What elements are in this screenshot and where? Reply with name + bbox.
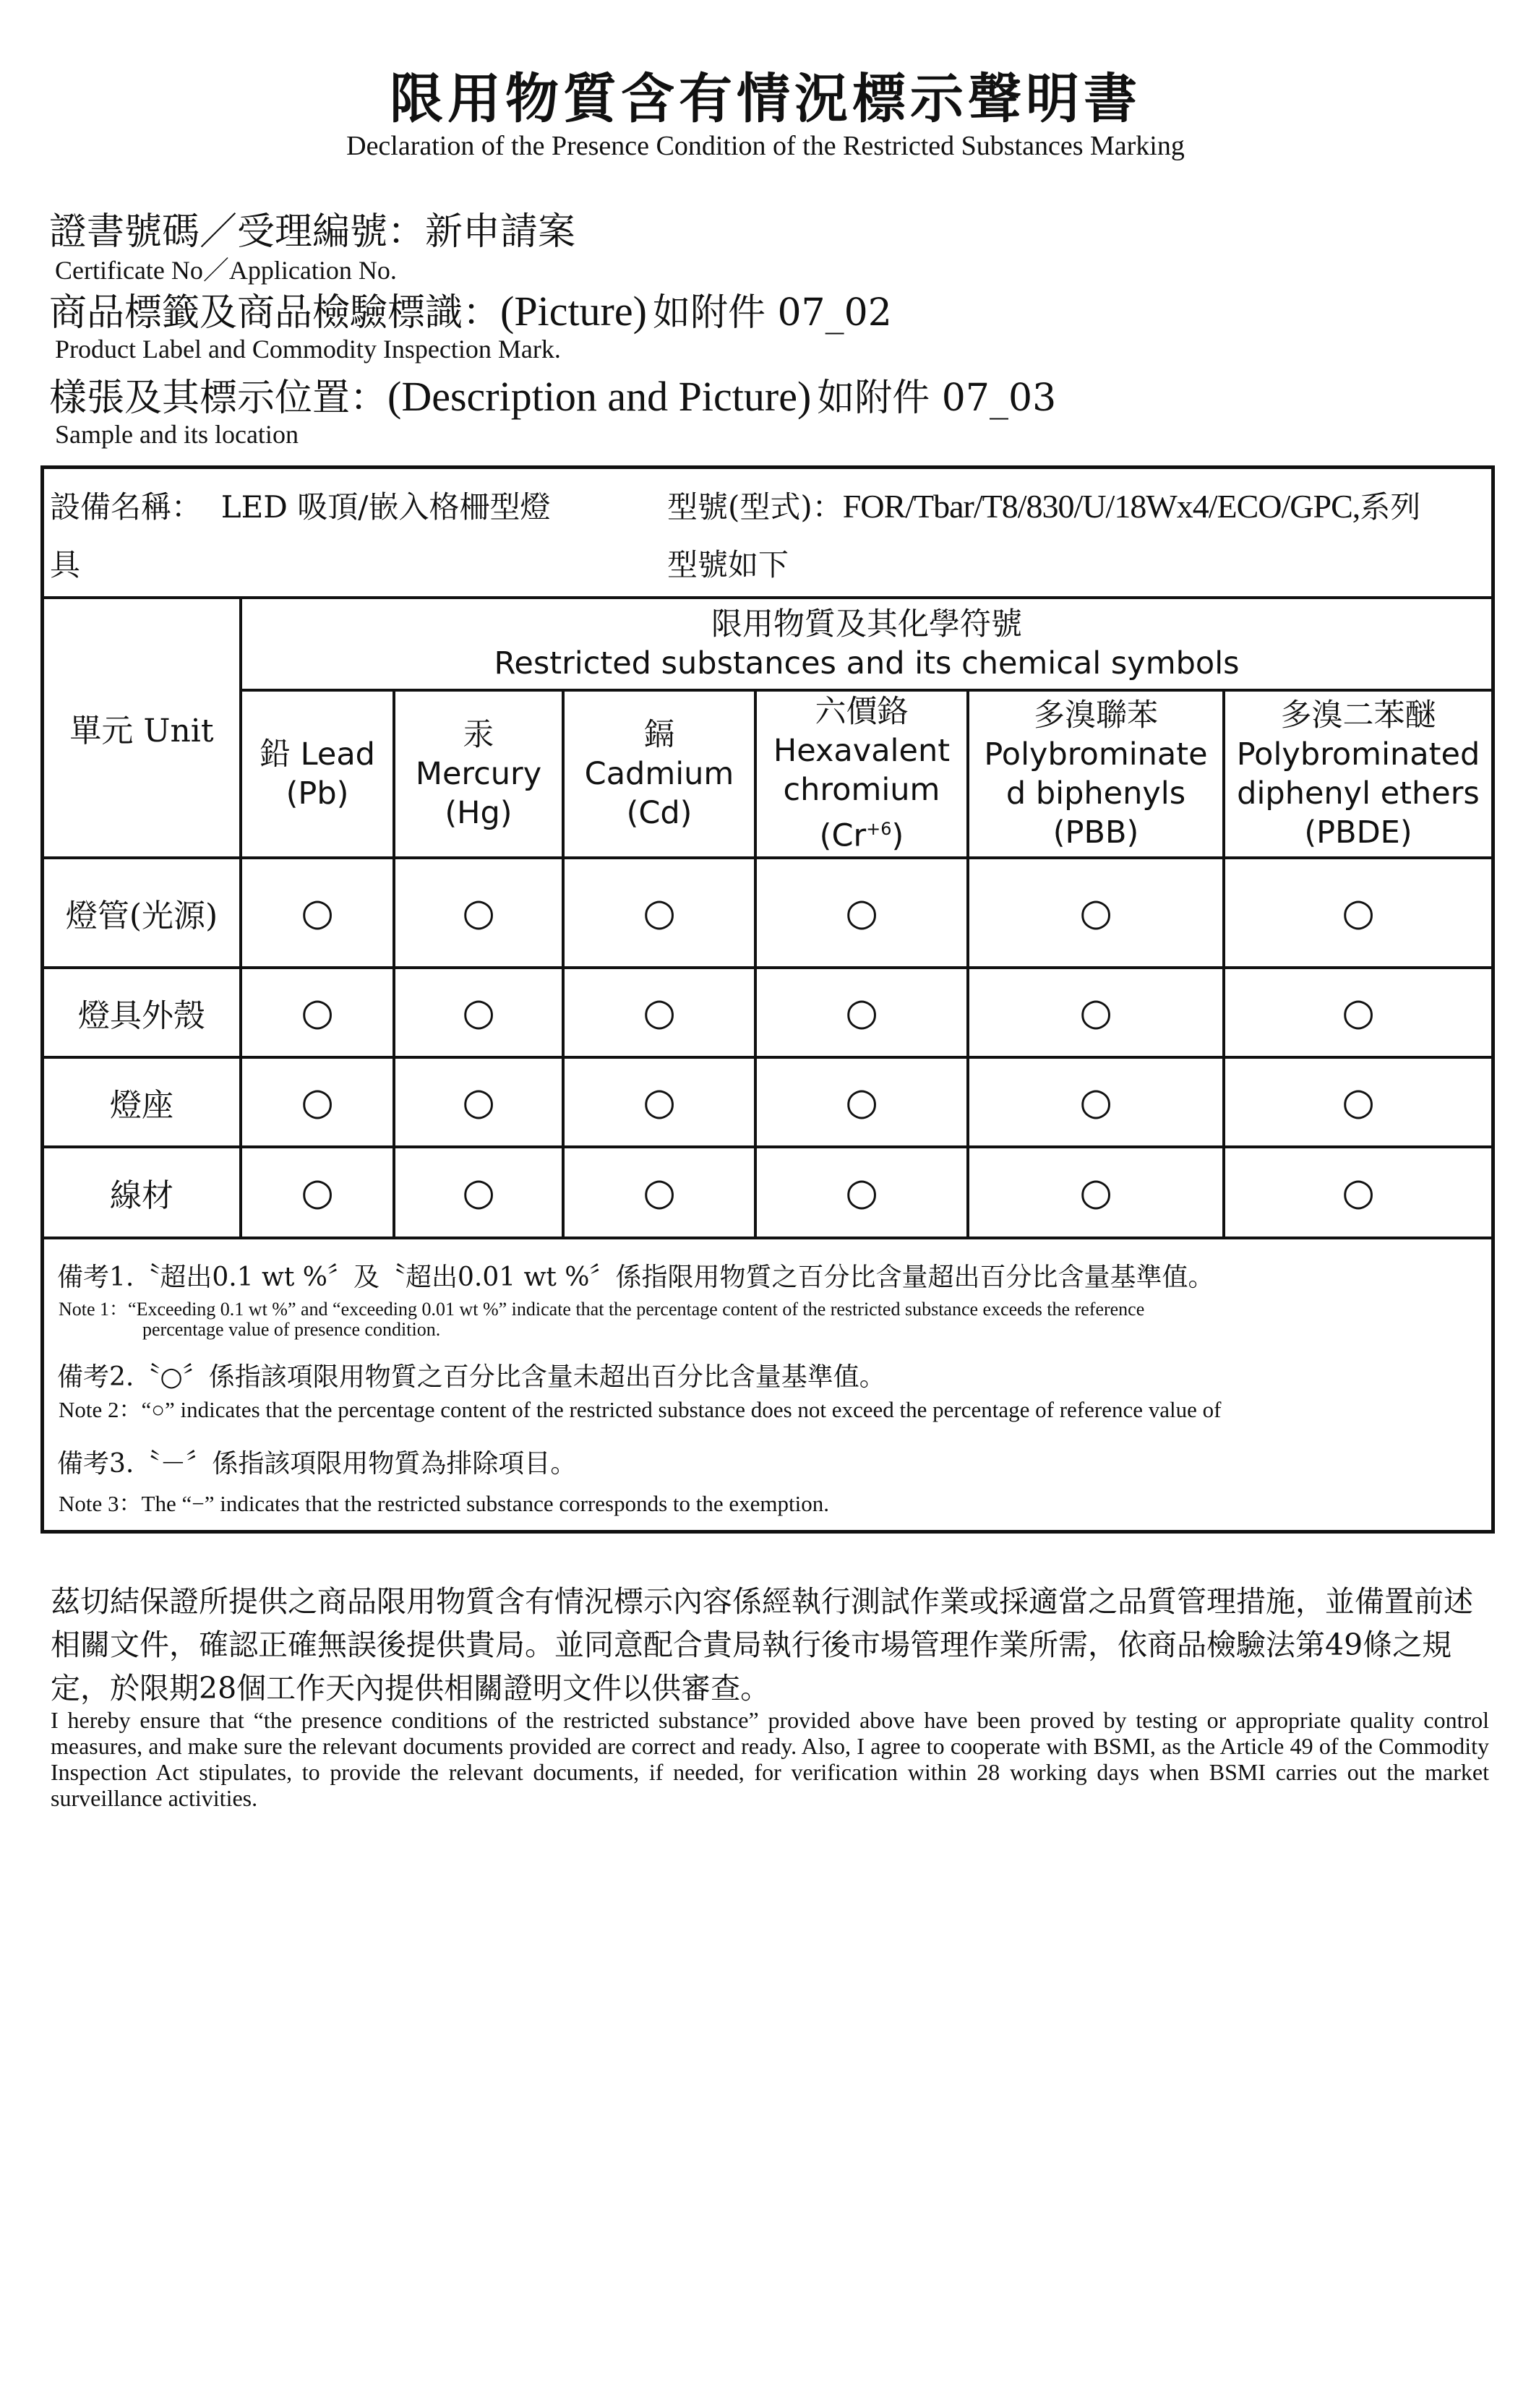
chromium-symbol-end: ) <box>891 817 904 854</box>
mark-circle: ○ <box>462 1171 495 1214</box>
mark-circle: ○ <box>845 891 878 934</box>
model-label: 型號(型式)： <box>667 489 843 525</box>
column-header-chromium <box>757 692 966 856</box>
equipment-name-value: LED 吸頂/嵌入格柵型燈 <box>220 489 551 525</box>
mark-circle: ○ <box>301 1171 334 1214</box>
declaration-en: I hereby ensure that “the presence conditions of the restricted substance” provided above have been proved by testing or appropriate quality control measures, and make sure the relevant documents provided are correct and ready. Also, I agree to cooperate with BSMI, as the Article 49 of the Commodity Inspection Act stipulates, to provide the relevant documents, if needed, for verification within 28 working days when BSMI carries out the market surveillance activities. <box>51 1707 1489 1811</box>
product-label-zh: 商品標籤及商品檢驗標識： <box>49 291 501 335</box>
model-value: FOR/Tbar/T8/830/U/18Wx4/ECO/GPC, <box>842 488 1360 525</box>
mark-circle: ○ <box>643 891 676 934</box>
certificate-en: Certificate No／Application No. <box>55 256 397 285</box>
column-header-line: 鎘 <box>643 717 675 753</box>
sample-zh: 樣張及其標示位置： <box>49 377 388 420</box>
column-header-line: 六價鉻 <box>815 694 909 731</box>
equipment-name-label: 設備名稱： <box>50 489 202 525</box>
mark-circle: ○ <box>1079 991 1112 1034</box>
mark-circle: ○ <box>301 891 334 934</box>
column-header-pbb <box>969 692 1222 856</box>
note-1-en: Note 1：“Exceeding 0.1 wt %” and “exceeding 0.01 wt %” indicate that the percentage content of the restricted substance exceeds the reference <box>59 1299 1145 1320</box>
column-header-line: Polybrominate <box>984 736 1208 773</box>
unit-header-label: 單元 Unit <box>69 713 214 749</box>
column-header-line: Hexavalent <box>773 733 951 770</box>
mark-circle: ○ <box>1079 1080 1112 1124</box>
note-2-zh: 備考2.〝○〞係指該項限用物質之百分比含量未超出百分比含量基準值。 <box>57 1362 885 1392</box>
mark-circle: ○ <box>1342 1171 1375 1214</box>
mark-circle: ○ <box>845 1171 878 1214</box>
unit-header <box>44 599 239 856</box>
mark-circle: ○ <box>301 991 334 1034</box>
column-header-cadmium <box>565 692 754 856</box>
note-2-en: Note 2：“○” indicates that the percentage content of the restricted substance does not exceed the percentage of reference value of <box>59 1397 1222 1422</box>
product-label-line <box>49 282 892 336</box>
substances-group-en: Restricted substances and its chemical symbols <box>494 645 1240 681</box>
column-header-line: (Hg) <box>445 795 513 831</box>
row-label: 燈具外殼 <box>78 997 205 1034</box>
column-header-line: 多溴二苯醚 <box>1280 697 1436 734</box>
row-label: 線材 <box>110 1177 173 1214</box>
column-header-lead <box>242 692 393 856</box>
sample-value: (Description and Picture) <box>387 373 812 420</box>
note-1-zh: 備考1.〝超出0.1 wt %〞及〝超出0.01 wt %〞係指限用物質之百分比含量超出百分比含量基準值。 <box>57 1263 1214 1292</box>
mark-circle: ○ <box>462 891 495 934</box>
column-header-line <box>820 809 904 855</box>
column-header-line: (Pb) <box>286 775 349 812</box>
column-header-line: Mercury <box>415 756 542 792</box>
mark-circle: ○ <box>1342 1080 1375 1124</box>
chromium-symbol: (Cr <box>819 817 867 854</box>
mark-circle: ○ <box>1079 1171 1112 1214</box>
mark-circle: ○ <box>643 1080 676 1124</box>
equipment-name-cont: 具 <box>50 547 81 582</box>
column-header-mercury <box>395 692 562 856</box>
column-header-line: (PBDE) <box>1304 814 1412 851</box>
column-header-line: (PBB) <box>1052 814 1139 851</box>
mark-circle: ○ <box>462 1080 495 1124</box>
mark-circle: ○ <box>1079 891 1112 934</box>
column-header-line: chromium <box>783 772 940 809</box>
note-3-zh: 備考3.〝－〞係指該項限用物質為排除項目。 <box>57 1449 577 1479</box>
mark-circle: ○ <box>301 1080 334 1124</box>
equipment-name <box>50 483 550 527</box>
column-header-line: diphenyl ethers <box>1237 775 1480 812</box>
column-header-line: Polybrominated <box>1236 736 1480 773</box>
mark-circle: ○ <box>643 1171 676 1214</box>
sample-ref: 如附件 07_03 <box>817 377 1057 420</box>
model-line <box>667 483 1420 527</box>
mark-circle: ○ <box>845 991 878 1034</box>
column-header-pbde <box>1225 692 1491 856</box>
product-label-ref: 如附件 07_02 <box>652 291 892 335</box>
mark-circle: ○ <box>462 991 495 1034</box>
mark-circle: ○ <box>1342 891 1375 934</box>
row-label: 燈座 <box>110 1087 173 1124</box>
mark-circle: ○ <box>845 1080 878 1124</box>
certificate-label: 證書號碼／受理編號：新申請案 <box>49 210 576 254</box>
mark-circle: ○ <box>1342 991 1375 1034</box>
column-header-line: Cadmium <box>584 756 734 792</box>
sample-en: Sample and its location <box>55 420 299 449</box>
column-header-line: 多溴聯苯 <box>1034 697 1158 734</box>
mark-circle: ○ <box>643 991 676 1034</box>
model-suffix: 系列 <box>1360 489 1421 525</box>
product-label-en: Product Label and Commodity Inspection Mark. <box>55 335 561 364</box>
declaration-table <box>40 465 1495 1534</box>
substances-group-zh: 限用物質及其化學符號 <box>711 606 1022 642</box>
note-1-en-cont: percentage value of presence condition. <box>142 1319 441 1340</box>
sample-line <box>49 367 1056 421</box>
declaration-zh: 茲切結保證所提供之商品限用物質含有情況標示內容係經執行測試作業或採適當之品質管理措施，並備置前述相關文件，確認正確無誤後提供貴局。並同意配合貴局執行後市場管理作業所需，依商品檢驗法第49條之規定，於限期28個工作天內提供相關證明文件以供審查。 <box>51 1584 1473 1706</box>
column-header-line: (Cd) <box>626 795 692 831</box>
product-label-value: (Picture) <box>500 288 647 335</box>
row-label: 燈管(光源) <box>65 898 218 934</box>
column-header-line: 汞 <box>463 717 494 753</box>
model-cont: 型號如下 <box>667 547 789 582</box>
note-3-en: Note 3：The “−” indicates that the restricted substance corresponds to the exemption. <box>59 1491 829 1516</box>
page-subtitle: Declaration of the Presence Condition of the Restricted Substances Marking <box>346 131 1185 161</box>
divider <box>44 1237 1491 1239</box>
column-header-line: 鉛 Lead <box>260 736 375 773</box>
page-title: 限用物質含有情況標示聲明書 <box>390 68 1141 130</box>
column-header-line: d biphenyls <box>1005 775 1186 812</box>
chromium-superscript: +6 <box>866 819 892 840</box>
substances-group-header <box>242 599 1491 689</box>
